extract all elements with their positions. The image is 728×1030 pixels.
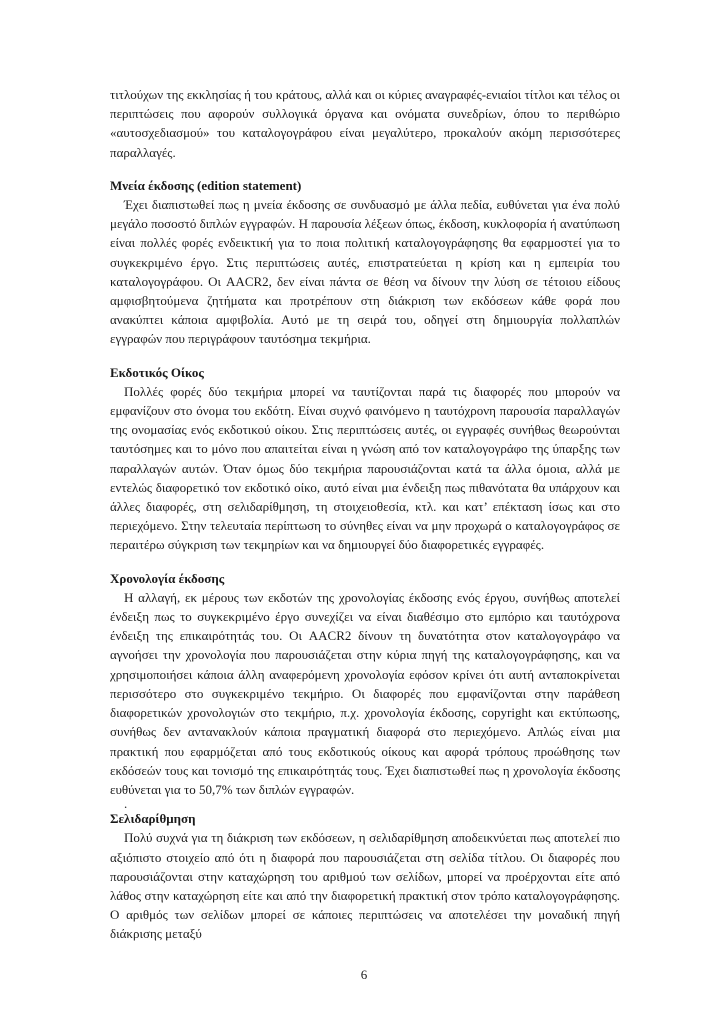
document-page (110, 85, 620, 944)
section-body-edition: Έχει διαπιστωθεί πως η μνεία έκδοσης σε συνδυασμό με άλλα πεδία, ευθύνεται για ένα πολύ μεγάλο ποσοστό διπλών εγγραφών. Η παρουσία λέξεων όπως, έκδοση, κυκλοφορία ή ανατύπωση είναι πολλές φορές ενδεικτική για το ποια πολιτική καταλογογράφησης θα εφαρμοστεί για το συγκεκριμένο έργο. Στις περιπτώσεις αυτές, επιστρατεύεται η κρίση και η εμπειρία του καταλογογράφου. Οι AACR2, δεν είναι πάντα σε θέση να δίνουν την λύση σε τέτοιου είδους αμφισβητούμενα ζητήματα και προτρέπουν στη διάκριση των εκδόσεων κάθε φορά που ανακύπτει κάποια αμφιβολία. Αυτό με τη σειρά του, οδηγεί στη δημιουργία πολλαπλών εγγραφών που περιγράφουν ταυτόσημα τεκμήρια. (110, 197, 620, 347)
section-body-publisher: Πολλές φορές δύο τεκμήρια μπορεί να ταυτίζονται παρά τις διαφορές που μπορούν να εμφανίζουν στο όνομα του εκδότη. Είναι συχνό φαινόμενο η ταυτόχρονη παρουσία παραλλαγών της ονομασίας ενός εκδοτικού οίκου. Στις περιπτώσεις αυτές, οι εγγραφές συνήθως θεωρούνται ταυτόσημες και το μόνο που απαιτείται είναι η γνώση από τον καταλογογράφο της ύπαρξης των παραλλαγών αυτών. Όταν όμως δύο τεκμήρια παρουσιάζονται κατά τα άλλα όμοια, αλλά με εντελώς διαφορετικό τον εκδοτικό οίκο, αυτό είναι μια ένδειξη πως πιθανότατα θα υπάρχουν και άλλες διαφορές, στη σελιδαρίθμηση, τη στοιχειοθεσία, κτλ. και κατ’ επέκταση ίσως και στο περιεχόμενο. Στην τελευταία περίπτωση το σύνηθες είναι να μην προχωρά ο καταλογογράφος σε περαιτέρω σύγκριση των τεκμηρίων και να δημιουργεί δύο διαφορετικές εγγραφές. (110, 383, 620, 553)
intro-paragraph: τιτλούχων της εκκλησίας ή του κράτους, αλλά και οι κύριες αναγραφές-ενιαίοι τίτλοι και τέλος οι περιπτώσεις που αφορούν συλλογικά όργανα και ονόματα συνεδρίων, όπου το περιθώριο «αυτοσχεδιασμού» του καταλογογράφου είναι μεγαλύτερο, προκαλούν ακόμη περισσότερες παραλλαγές. (110, 87, 620, 160)
section-heading-date: Χρονολογία έκδοσης (110, 570, 225, 586)
section-body-pagination: Πολύ συχνά για τη διάκριση των εκδόσεων, η σελιδαρίθμηση αποδεικνύεται πως αποτελεί πιο αξιόπιστο στοιχείο από ότι η διαφορά που παρουσιάζεται στη σελίδα τίτλου. Οι διαφορές που παρουσιάζονται στην καταχώρηση του αριθμού των σελίδων, μπορεί να προέρχονται είτε από λάθος στην καταχώρηση είτε και από την διαφορετική πρακτική στον τρόπο καταλογογράφησης. Ο αριθμός των σελίδων μπορεί σε κάποιες περιπτώσεις να αποτελέσει την μοναδική πηγή διάκρισης μεταξύ (110, 830, 620, 942)
section-heading-pagination: Σελιδαρίθμηση (110, 811, 196, 827)
page-number: 6 (360, 967, 368, 982)
stray-mark: . (124, 796, 128, 812)
section-heading-edition: Μνεία έκδοσης (edition statement) (110, 177, 302, 193)
section-heading-publisher: Εκδοτικός Οίκος (110, 364, 204, 380)
section-body-date: Η αλλαγή, εκ μέρους των εκδοτών της χρονολογίας έκδοσης ενός έργου, συνήθως αποτελεί ένδειξη πως το συγκεκριμένο έργο συνεχίζει να είναι διαθέσιμο στο εμπόριο και ταυτόχρονα ένδειξη της επικαιρότητάς του. Οι AACR2 δίνουν τη δυνατότητα στον καταλογογράφο να αγνοήσει την χρονολογία που παρουσιάζεται στην κύρια πηγή της καταλογογράφησης, και να χρησιμοποιήσει κάποια άλλη αναφερόμενη χρονολογία εφόσον κρίνει ότι αυτή ανταποκρίνεται περισσότερο στο συγκεκριμένο τεκμήριο. Οι διαφορές που εμφανίζονται στην παράθεση διαφορετικών χρονολογιών στο τεκμήριο, π.χ. χρονολογία έκδοσης, copyright και εκτύπωσης, συνήθως δεν αντανακλούν κάποια πραγματική διαφορά στο περιεχόμενο. Απλώς είναι μια πρακτική που εφαρμόζεται από τους εκδοτικούς οίκους και αφορά τρόπους προώθησης των εκδόσεών τους και τονισμό της επικαιρότητάς τους. Έχει διαπιστωθεί πως η χρονολογία έκδοσης ευθύνεται για το 50,7% των διπλών εγγραφών. (110, 589, 620, 797)
